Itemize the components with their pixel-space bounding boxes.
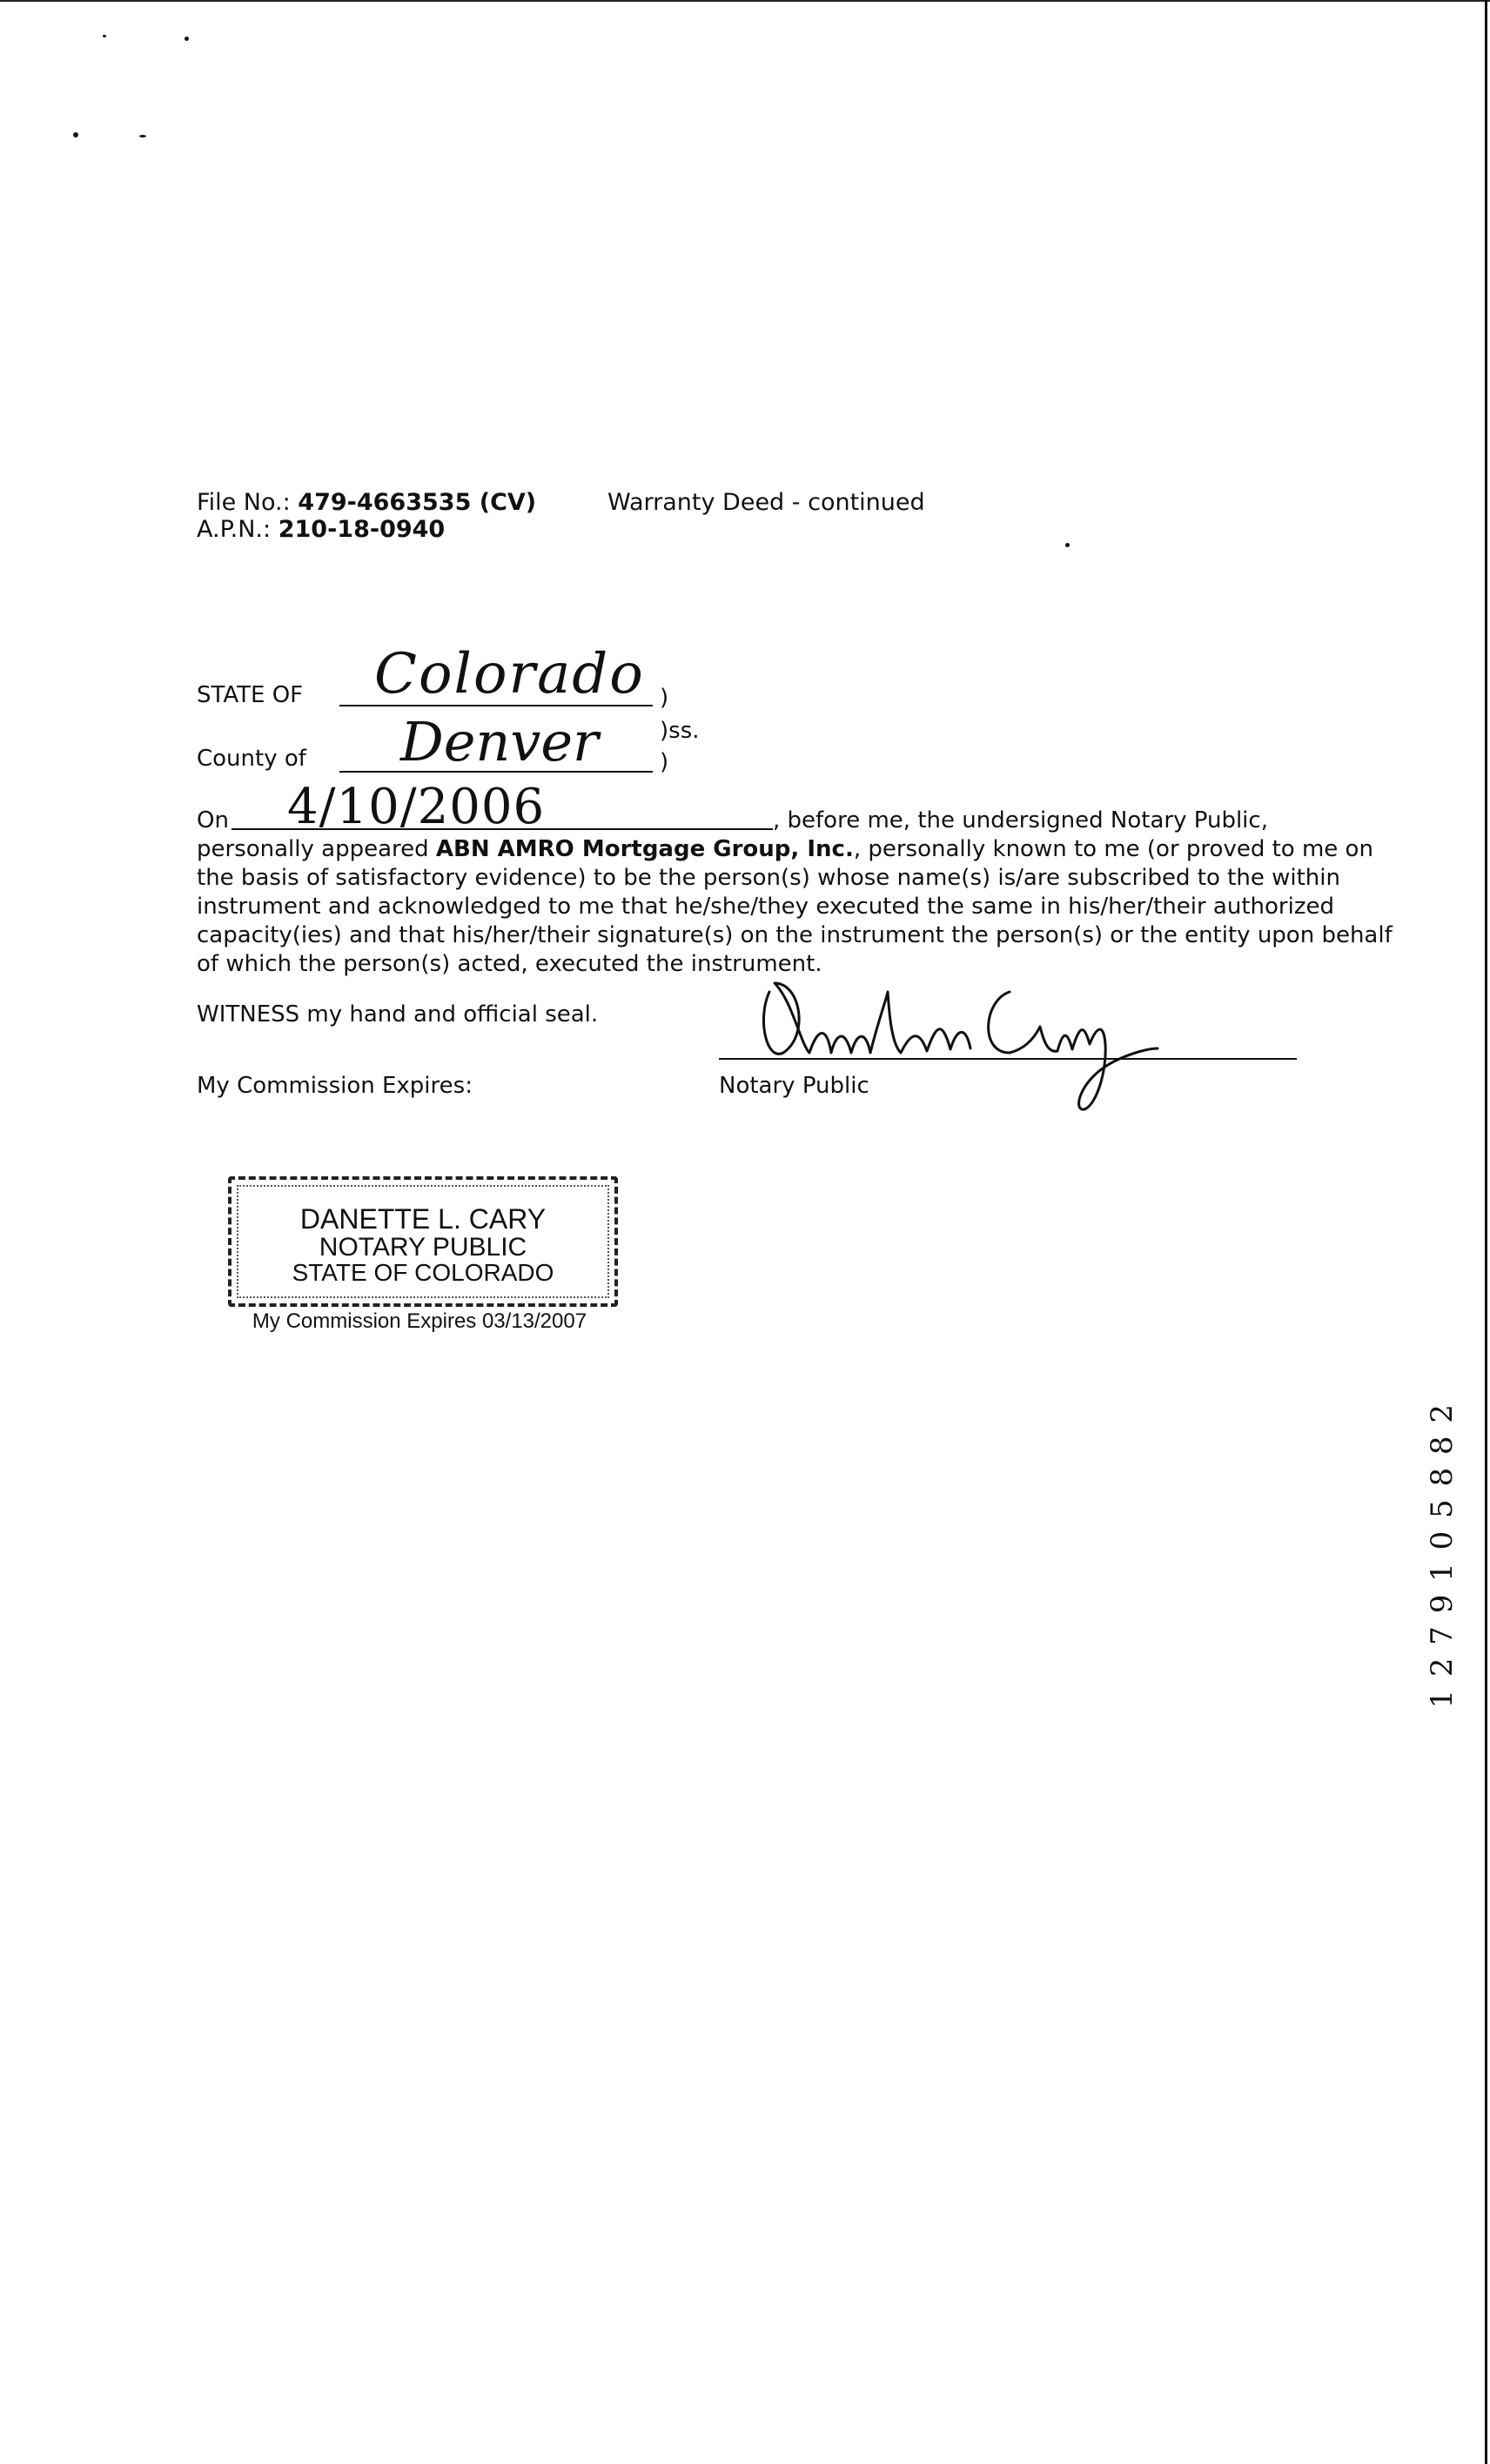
- notary-seal-stamp: [228, 1176, 618, 1307]
- ack-line-4: instrument and acknowledged to me that he/she/they executed the same in his/her/their authorized: [197, 894, 1334, 920]
- scan-speck: [139, 135, 146, 137]
- scan-speck: [1065, 543, 1070, 547]
- document-title: Warranty Deed - continued: [607, 489, 925, 516]
- scan-speck: [103, 35, 106, 37]
- apn-value: 210-18-0940: [278, 516, 446, 543]
- paren-top: ): [660, 685, 669, 711]
- commission-expires-label: My Commission Expires:: [197, 1073, 473, 1099]
- file-number-label: File No.:: [197, 489, 291, 516]
- apn-line: [197, 515, 445, 545]
- file-number-line: [197, 488, 536, 518]
- paren-ss: )ss.: [660, 718, 700, 744]
- ack-line-2-pre: personally appeared: [197, 836, 429, 862]
- appeared-party: ABN AMRO Mortgage Group, Inc.: [435, 836, 854, 862]
- date-handwritten: 4/10/2006: [287, 779, 546, 835]
- ack-line-3: the basis of satisfactory evidence) to be the person(s) whose name(s) is/are subscribed to the within: [197, 865, 1340, 891]
- seal-title: NOTARY PUBLIC: [319, 1233, 527, 1262]
- seal-state: STATE OF COLORADO: [292, 1259, 554, 1286]
- scan-border-top: [0, 0, 1490, 2]
- ack-line-2: [197, 835, 1373, 864]
- ack-line-1-tail: , before me, the undersigned Notary Public,: [773, 807, 1268, 834]
- ack-line-2-post: , personally known to me (or proved to me on: [853, 836, 1373, 862]
- scan-border-right: [1485, 0, 1487, 2464]
- recording-number-stamp: 1 2 7 9 1 0 5 8 8 2: [1425, 1403, 1460, 1709]
- witness-text: WITNESS my hand and official seal.: [197, 1001, 599, 1028]
- file-number-value: 479-4663535 (CV): [298, 489, 537, 516]
- ack-line-6: of which the person(s) acted, executed the instrument.: [197, 951, 822, 977]
- notary-public-label: Notary Public: [719, 1073, 869, 1099]
- state-label: STATE OF: [197, 682, 304, 708]
- ack-line-5: capacity(ies) and that his/her/their signature(s) on the instrument the person(s) or the entity upon behalf: [197, 922, 1393, 948]
- scan-speck: [73, 132, 78, 137]
- on-label: On: [197, 807, 229, 834]
- paren-bottom: ): [660, 749, 669, 775]
- state-handwritten: Colorado: [374, 642, 645, 706]
- seal-commission-expiry: My Commission Expires 03/13/2007: [252, 1309, 587, 1333]
- county-label: County of: [197, 746, 306, 772]
- county-handwritten: Denver: [400, 710, 599, 773]
- apn-label: A.P.N.:: [197, 516, 272, 543]
- seal-name: DANETTE L. CARY: [299, 1203, 547, 1235]
- scan-speck: [185, 37, 189, 41]
